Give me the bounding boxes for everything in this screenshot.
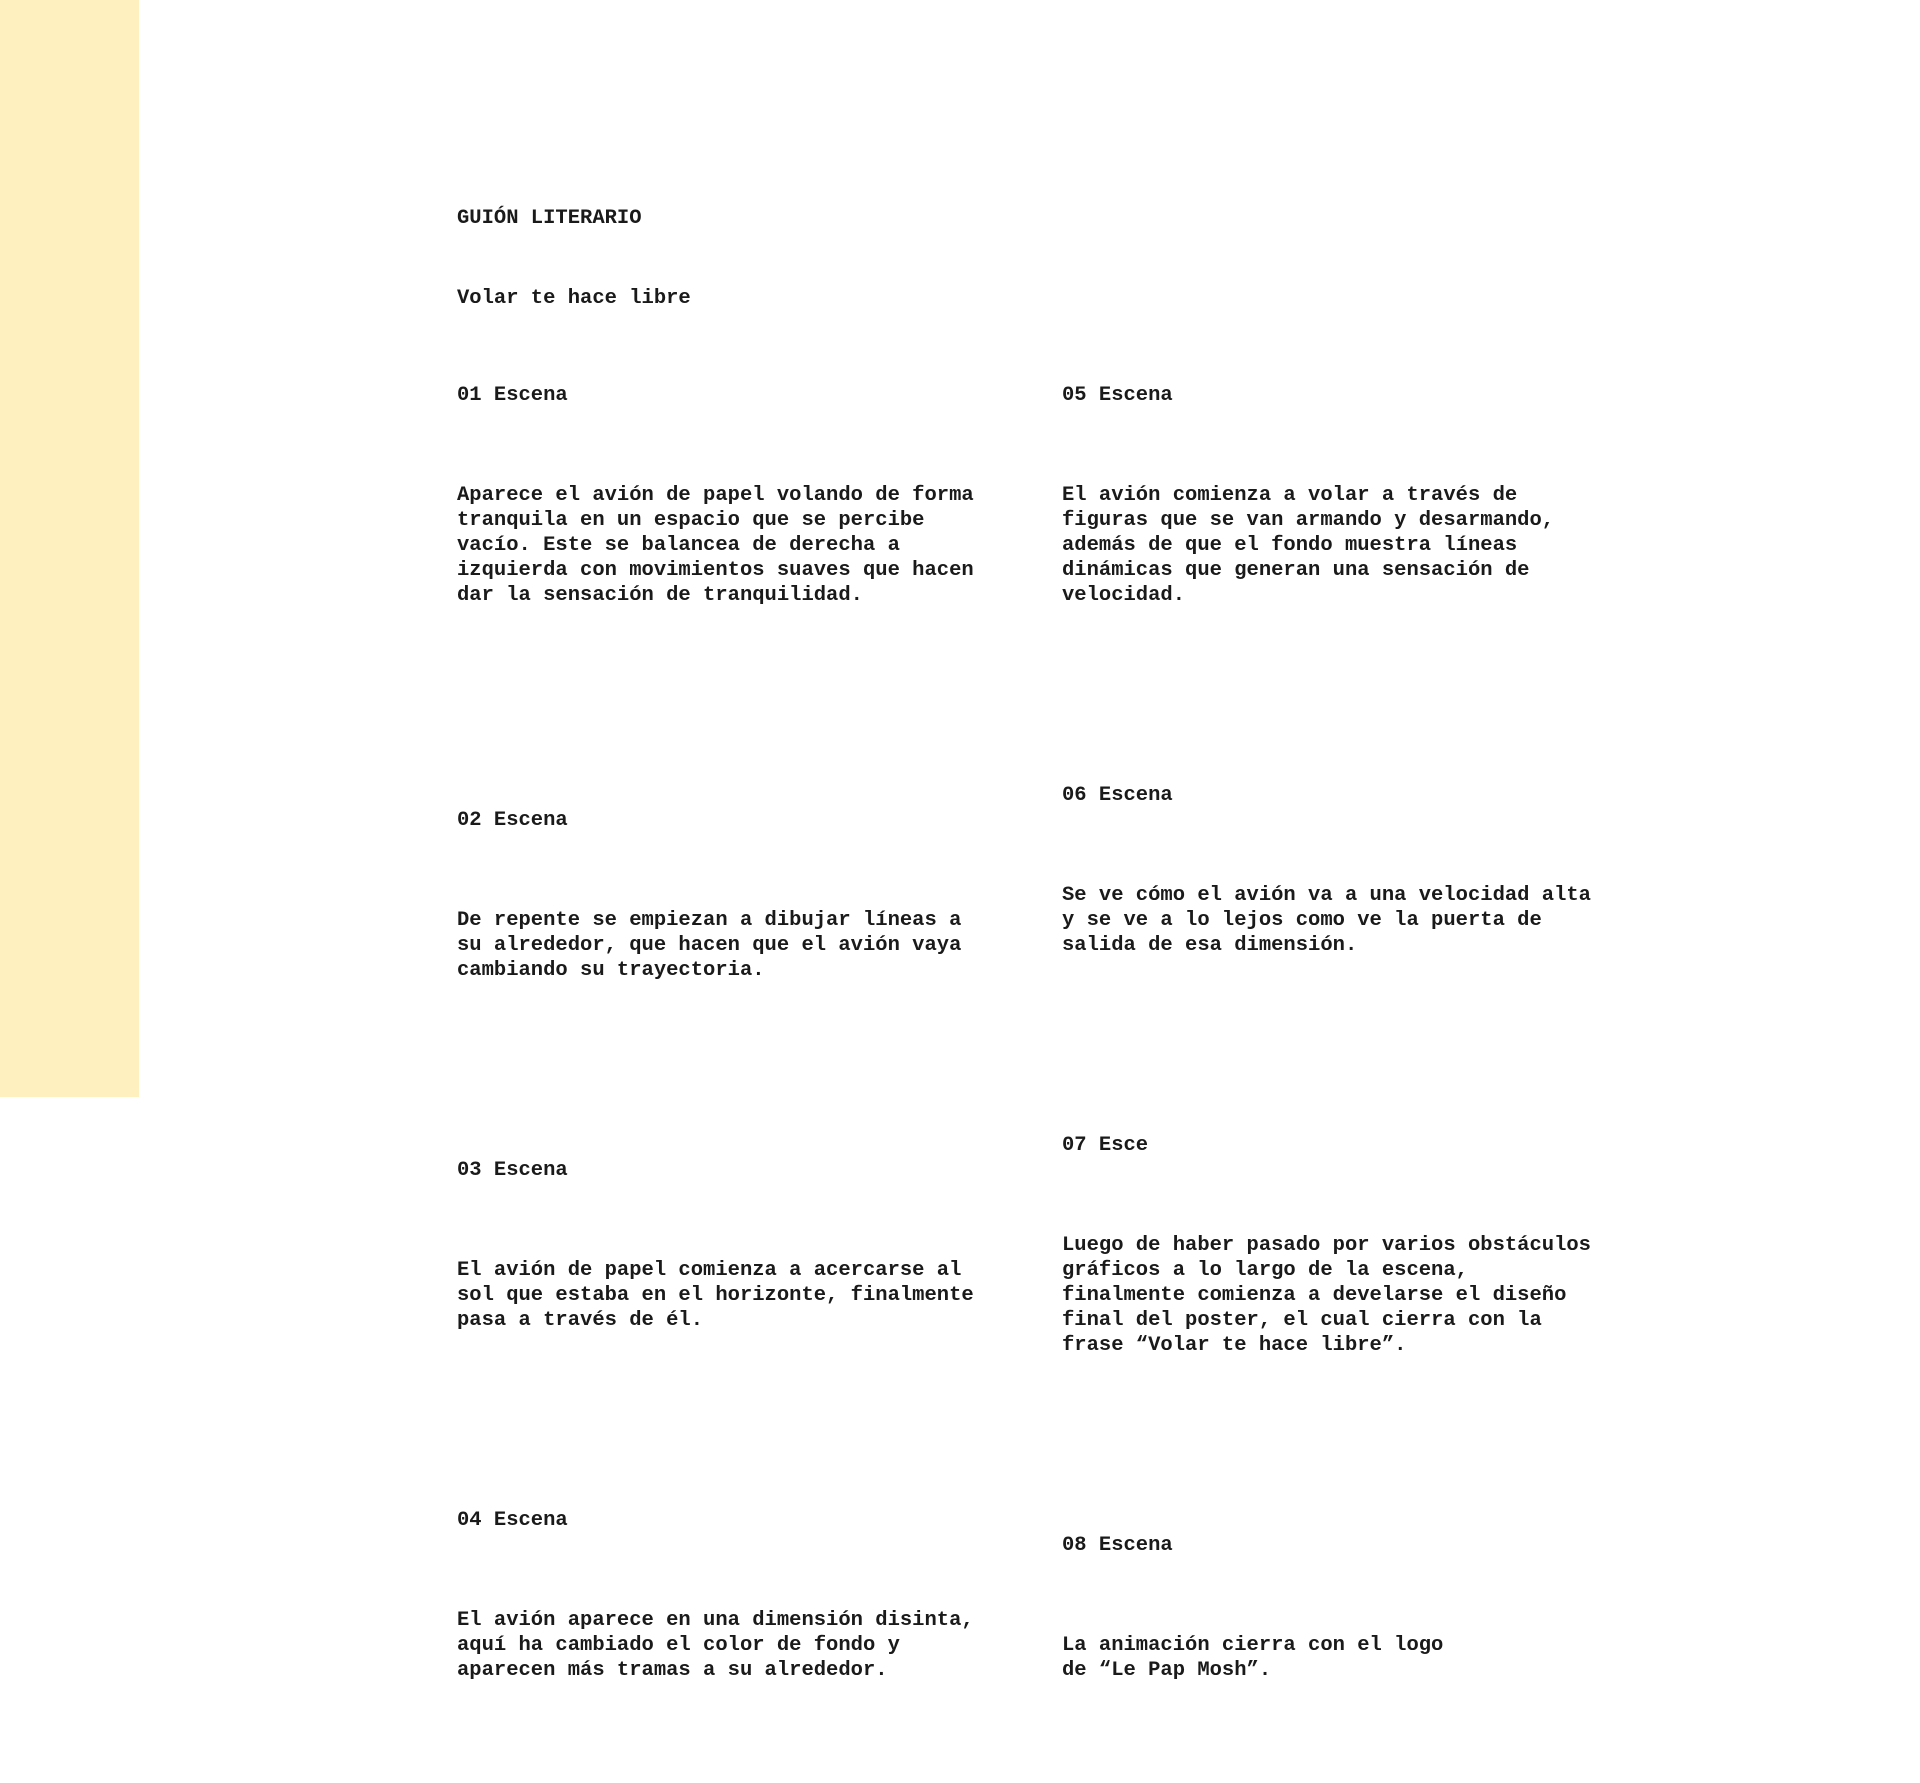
scene-title: 07 Esce: [1062, 1134, 1149, 1157]
scene-body: La animación cierra con el logo de “Le Pap Mosh”.: [1062, 1634, 1444, 1682]
scene-07: [1062, 1083, 1591, 1408]
scene-01: [457, 333, 974, 658]
document-subtitle: Volar te hace libre: [457, 287, 691, 310]
document-title: GUIÓN LITERARIO: [457, 207, 642, 230]
scene-title: 08 Escena: [1062, 1534, 1173, 1557]
scene-05: [1062, 333, 1591, 658]
scene-04: [457, 1458, 974, 1733]
scene-body: Aparece el avión de papel volando de forma tranquila en un espacio que se percibe vacío. Este se balancea de derecha a izquierda con movimientos suaves que hacen dar la sensación de tranquilidad.: [457, 484, 974, 607]
scene-03: [457, 1108, 974, 1383]
scene-06: [1062, 733, 1591, 1008]
scene-body: De repente se empiezan a dibujar líneas a su alrededor, que hacen que el avión vaya cambiando su trayectoria.: [457, 909, 962, 982]
scene-title: 04 Escena: [457, 1509, 568, 1532]
scene-body: Luego de haber pasado por varios obstáculos gráficos a lo largo de la escena, finalmente comienza a develarse el diseño final del poster, el cual cierra con la frase “Volar te hace libre”.: [1062, 1234, 1591, 1357]
decorative-side-band: [0, 0, 139, 1097]
scene-title: 02 Escena: [457, 809, 568, 832]
scene-title: 01 Escena: [457, 384, 568, 407]
scene-08: [1062, 1483, 1591, 1733]
scene-body: El avión comienza a volar a través de figuras que se van armando y desarmando, además de que el fondo muestra líneas dinámicas que generan una sensación de velocidad.: [1062, 484, 1555, 607]
scene-body: El avión aparece en una dimensión disinta, aquí ha cambiado el color de fondo y aparecen más tramas a su alrededor.: [457, 1609, 974, 1682]
scene-02: [457, 758, 974, 1033]
right-column: [1062, 283, 1591, 1783]
scene-title: 06 Escena: [1062, 784, 1173, 807]
scene-body: Se ve cómo el avión va a una velocidad alta y se ve a lo lejos como ve la puerta de salida de esa dimensión.: [1062, 884, 1591, 957]
scene-title: 03 Escena: [457, 1159, 568, 1182]
scene-body: El avión de papel comienza a acercarse al sol que estaba en el horizonte, finalmente pasa a través de él.: [457, 1259, 974, 1332]
scene-title: 05 Escena: [1062, 384, 1173, 407]
left-column: [457, 283, 974, 1783]
